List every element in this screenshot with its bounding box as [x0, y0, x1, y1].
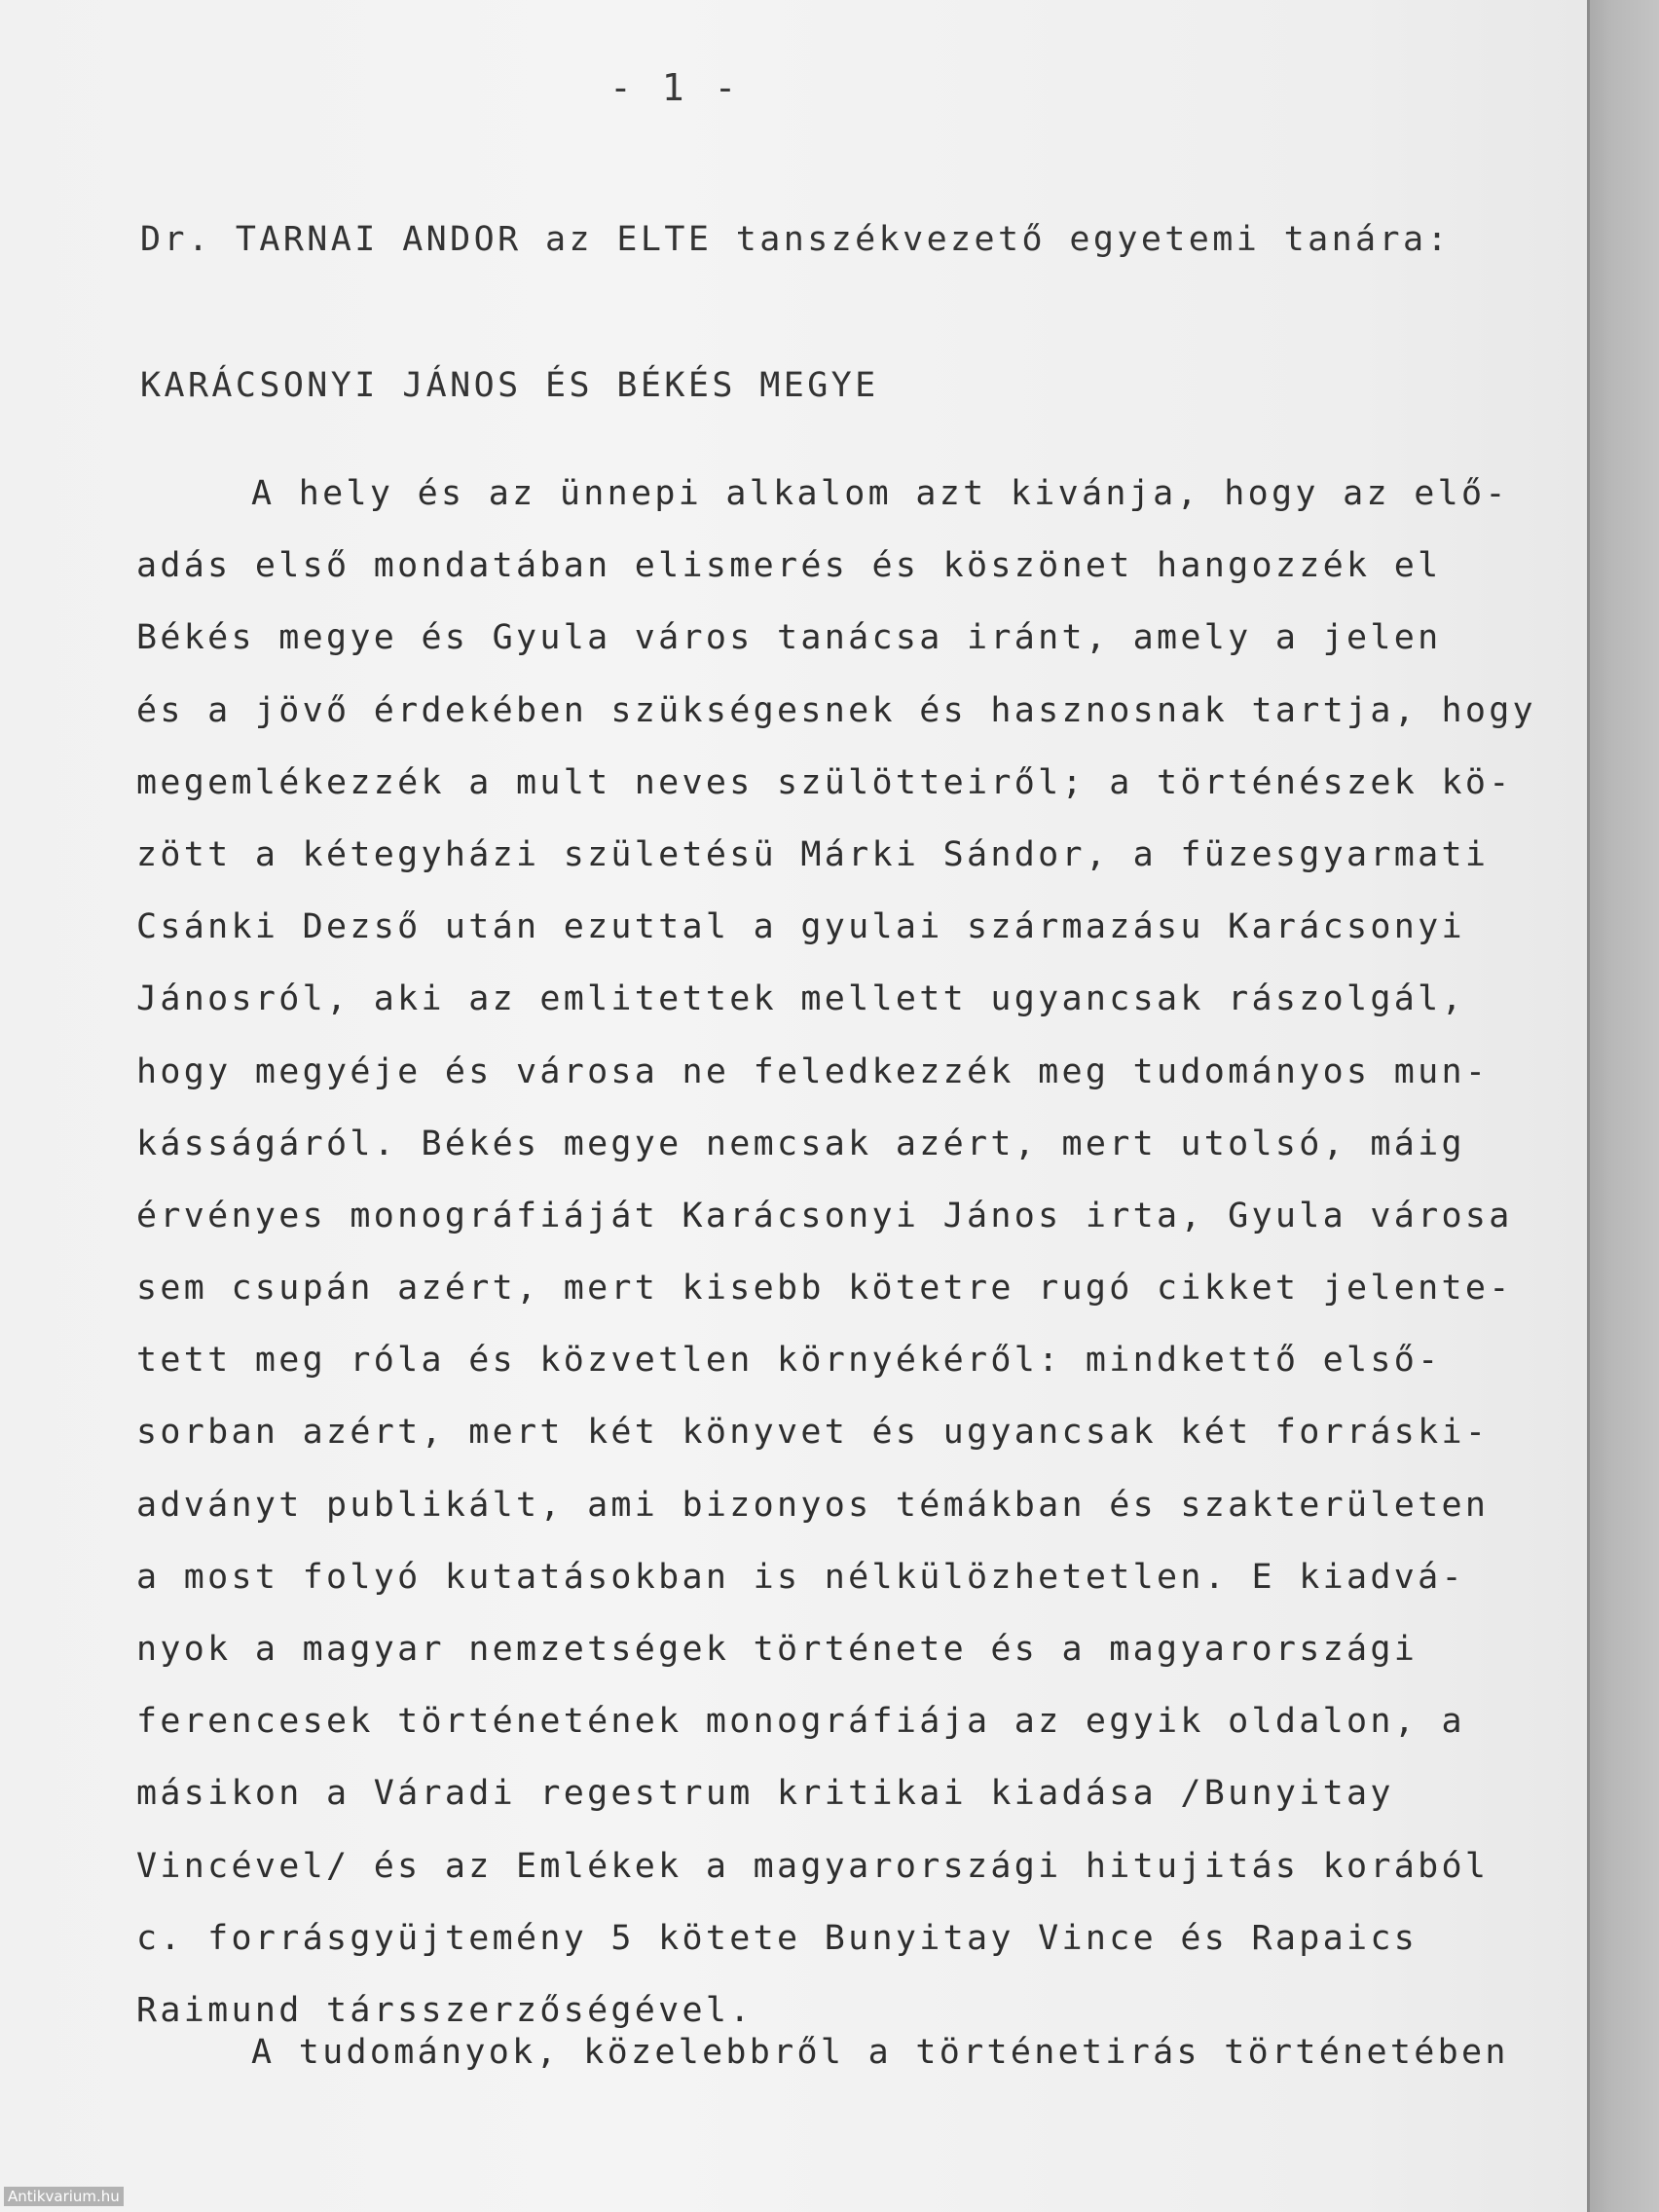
text-line: sorban azért, mert két könyvet és ugyancsak két forráski-	[136, 1413, 1490, 1453]
page-number: - 1 -	[609, 66, 741, 109]
text-line: Csánki Dezső után ezuttal a gyulai származásu Karácsonyi	[136, 907, 1465, 947]
document-title: KARÁCSONYI JÁNOS ÉS BÉKÉS MEGYE	[140, 366, 879, 405]
body-paragraph	[136, 458, 1536, 2046]
page-edge-shadow	[1587, 0, 1659, 2212]
author-line: Dr. TARNAI ANDOR az ELTE tanszékvezető egyetemi tanára:	[140, 220, 1451, 259]
text-line: Vincével/ és az Emlékek a magyarországi hitujitás korából	[136, 1846, 1490, 1886]
text-line: hogy megyéje és városa ne feledkezzék meg tudományos mun-	[136, 1051, 1490, 1091]
text-line: kásságáról. Békés megye nemcsak azért, mert utolsó, máig	[136, 1124, 1465, 1163]
text-line: és a jövő érdekében szükségesnek és hasznosnak tartja, hogy	[136, 690, 1536, 730]
text-line: c. forrásgyüjtemény 5 kötete Bunyitay Vince és Rapaics	[136, 1918, 1419, 1958]
text-line: nyok a magyar nemzetségek története és a magyarországi	[136, 1630, 1419, 1669]
text-line: ferencesek történetének monográfiája az egyik oldalon, a	[136, 1702, 1465, 1742]
text-line: a most folyó kutatásokban is nélkülözhetetlen. E kiadvá-	[136, 1557, 1465, 1597]
text-line: érvényes monográfiáját Karácsonyi János irta, Gyula városa	[136, 1196, 1513, 1235]
text-line: Raimund társszerzőségével.	[136, 1990, 754, 2030]
text-line: másikon a Váradi regestrum kritikai kiadása /Bunyitay	[136, 1774, 1394, 1814]
text-line: Jánosról, aki az emlitettek mellett ugyancsak rászolgál,	[136, 979, 1465, 1019]
next-paragraph-start: A tudományok, közelebbről a történetirás történetében	[251, 2033, 1509, 2072]
text-line: A hely és az ünnepi alkalom azt kivánja, hogy az elő-	[251, 474, 1509, 513]
text-line: zött a kétegyházi születésü Márki Sándor, a füzesgyarmati	[136, 834, 1490, 874]
text-line: tett meg róla és közvetlen környékéről: mindkettő első-	[136, 1341, 1442, 1381]
text-line: adás első mondatában elismerés és köszönet hangozzék el	[136, 546, 1442, 586]
text-line: adványt publikált, ami bizonyos témákban és szakterületen	[136, 1485, 1490, 1525]
watermark: Antikvarium.hu	[4, 2187, 124, 2206]
text-line: Békés megye és Gyula város tanácsa iránt, amely a jelen	[136, 618, 1442, 658]
text-line: megemlékezzék a mult neves szülötteiről; a történészek kö-	[136, 762, 1513, 802]
text-line: sem csupán azért, mert kisebb kötetre rugó cikket jelente-	[136, 1269, 1513, 1309]
